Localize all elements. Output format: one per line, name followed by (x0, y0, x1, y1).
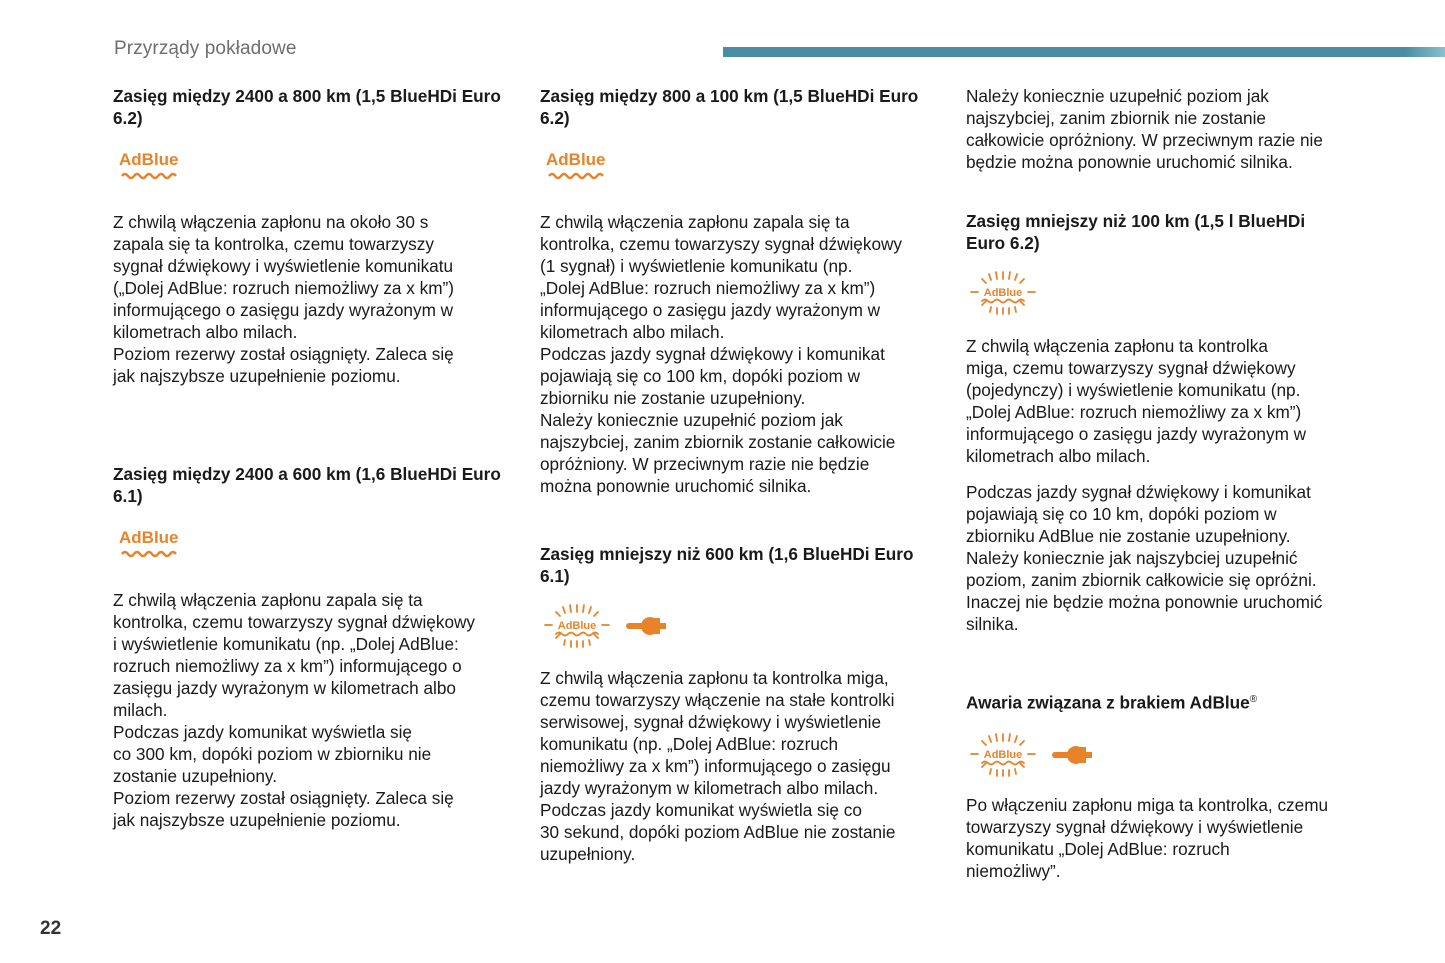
adblue-warning-icon (119, 529, 189, 563)
column-1 (113, 85, 513, 831)
wrench-icon (624, 614, 674, 638)
column-2 (540, 85, 940, 865)
adblue-flashing-icon (966, 270, 1036, 316)
section-heading: Zasięg między 2400 a 600 km (1,6 BlueHDi Euro 6.1) (113, 464, 501, 506)
section-text: Podczas jazdy sygnał dźwiękowy i komunikat pojawiają się co 10 km, dopóki poziom w zbiorniku AdBlue nie zostanie uzupełniony. Należy koniecznie jak najszybciej uzupełnić poziom, zanim zbiornik całkowicie się opróżni. Inaczej nie będzie można ponownie uruchomić silnika. (966, 482, 1323, 634)
adblue-warning-icon (546, 151, 616, 185)
icon-row (540, 603, 940, 649)
wave-icon (121, 549, 181, 559)
adblue-warning-icon (119, 151, 189, 185)
section-text: Z chwilą włączenia zapłonu ta kontrolka miga, czemu towarzyszy sygnał dźwiękowy (pojedynczy) i wyświetlenie komunikatu (np. „Dolej AdBlue: rozruch niemożliwy za x km”) informującego o zasięgu jazdy wyrażonym w kilometrach albo milach. (966, 336, 1307, 466)
adblue-icon-label: AdBlue (557, 620, 597, 632)
adblue-icon-label: AdBlue (983, 287, 1023, 299)
adblue-icon-label: AdBlue (119, 150, 179, 169)
page-number: 22 (40, 918, 62, 939)
section-text: Z chwilą włączenia zapłonu zapala się ta kontrolka, czemu towarzyszy sygnał dźwiękowy i wyświetlenie komunikatu (np. „Dolej AdBlue: rozruch niemożliwy za x km”) informującego o zasięgu jazdy wyrażonym w kilometrach albo milach. Podczas jazdy komunikat wyświetla się co 300 km, dopóki poziom w zbiorniku nie zostanie uzupełniony. Poziom rezerwy został osiągnięty. Zaleca się jak najszybsze uzupełnienie poziomu. (113, 590, 476, 830)
section-heading: Zasięg mniejszy niż 100 km (1,5 l BlueHDi Euro 6.2) (966, 211, 1306, 253)
adblue-flashing-icon (966, 732, 1036, 778)
icon-row (966, 732, 1366, 778)
section-text: Z chwilą włączenia zapłonu zapala się ta kontrolka, czemu towarzyszy sygnał dźwiękowy (1 sygnał) i wyświetlenie komunikatu (np. „Dolej AdBlue: rozruch niemożliwy za x km”) informującego o zasięgu jazdy wyrażonym w kilometrach albo milach. Podczas jazdy sygnał dźwiękowy i komunikat pojawiają się co 100 km, dopóki poziom w zbiorniku nie zostanie uzupełniony. Należy koniecznie uzupełnić poziom jak najszybciej, zanim zbiornik zostanie całkowicie opróżniony. W przeciwnym razie nie będzie można ponownie uruchomić silnika. (540, 212, 903, 496)
adblue-icon-label: AdBlue (546, 150, 606, 169)
column-3 (966, 85, 1366, 882)
header-accent-bar (723, 47, 1445, 57)
wave-icon (548, 171, 608, 181)
page-header-title: Przyrządy pokładowe (114, 38, 297, 59)
section-text: Z chwilą włączenia zapłonu na około 30 s zapala się ta kontrolka, czemu towarzyszy sygnał dźwiękowy i wyświetlenie komunikatu („Dolej AdBlue: rozruch niemożliwy za x km”) informującego o zasięgu jazdy wyrażonym w kilometrach albo milach. Poziom rezerwy został osiągnięty. Zaleca się jak najszybsze uzupełnienie poziomu. (113, 212, 454, 386)
adblue-icon-label: AdBlue (119, 528, 179, 547)
section-heading: Zasięg mniejszy niż 600 km (1,6 BlueHDi Euro 6.1) (540, 544, 914, 586)
section-text: Z chwilą włączenia zapłonu ta kontrolka miga, czemu towarzyszy włączenie na stałe kontrolki serwisowej, sygnał dźwiękowy i wyświetlenie komunikatu (np. „Dolej AdBlue: rozruch niemożliwy za x km”) informującego o zasięgu jazdy wyrażonym w kilometrach albo milach. Podczas jazdy komunikat wyświetla się co 30 sekund, dopóki poziom AdBlue nie zostanie uzupełniony. (540, 668, 896, 864)
wave-icon (121, 171, 181, 181)
wrench-icon (1050, 743, 1100, 767)
section-heading: Zasięg między 800 a 100 km (1,5 BlueHDi Euro 6.2) (540, 86, 919, 128)
adblue-icon-label: AdBlue (983, 748, 1023, 761)
section-text: Po włączeniu zapłonu miga ta kontrolka, czemu towarzyszy sygnał dźwiękowy i wyświetlenie komunikatu „Dolej AdBlue: rozruch niemożliwy”. (966, 794, 1329, 881)
registered-mark: ® (1249, 694, 1258, 705)
section-text: Należy koniecznie uzupełnić poziom jak najszybciej, zanim zbiornik nie zostanie całkowicie opróżniony. W przeciwnym razie nie będzie można ponownie uruchomić silnika. (966, 86, 1323, 172)
adblue-flashing-icon (540, 603, 610, 649)
section-heading (966, 689, 1366, 714)
section-heading: Zasięg między 2400 a 800 km (1,5 BlueHDi Euro 6.2) (113, 86, 501, 128)
section-heading-text: Awaria związana z brakiem AdBlue (966, 692, 1250, 713)
